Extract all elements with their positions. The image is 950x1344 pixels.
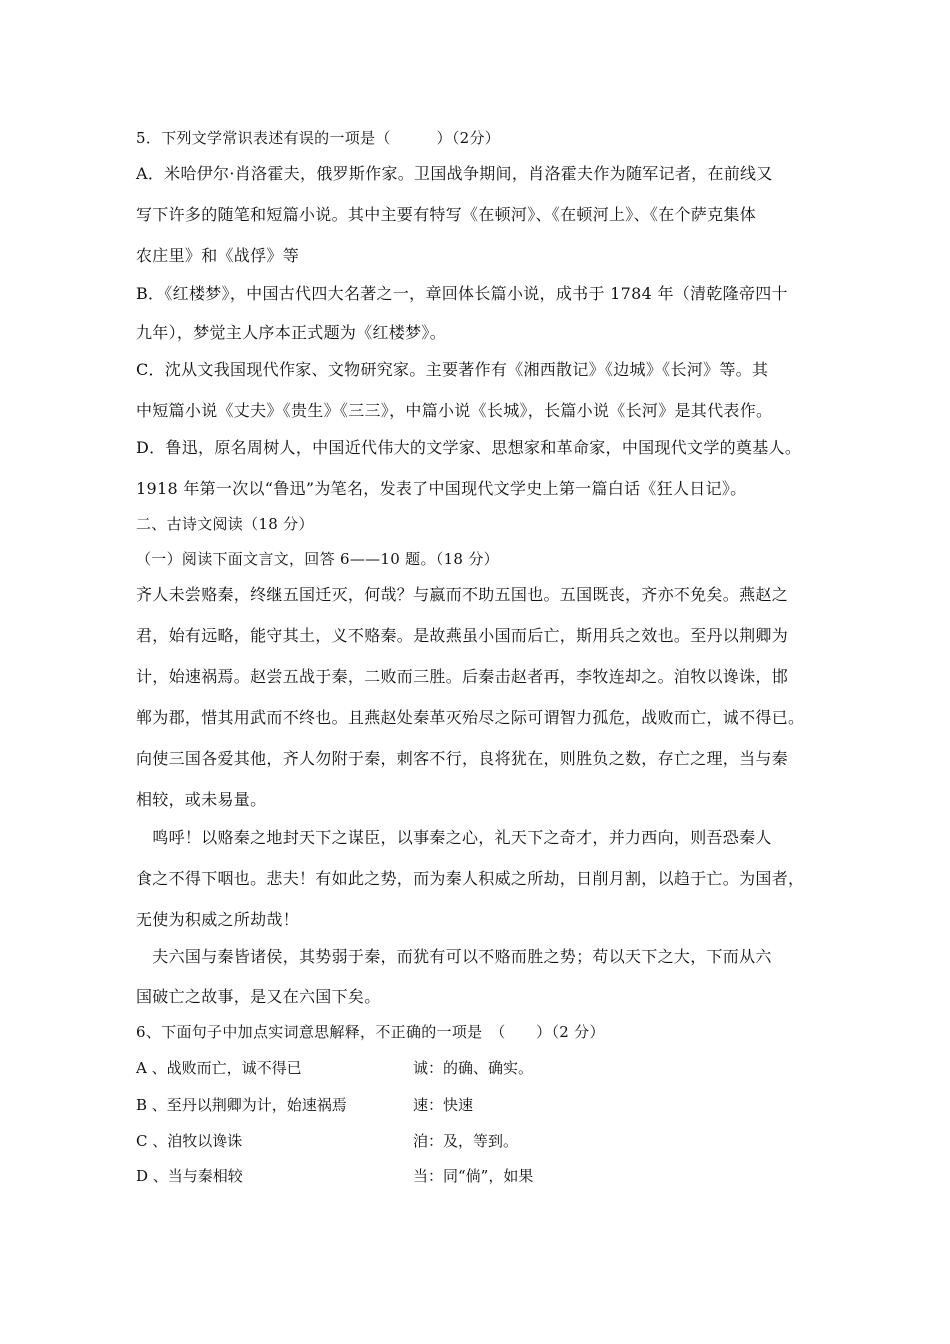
q6-option-b-text: B 、至丹以荆卿为计，始速祸焉 xyxy=(136,1096,347,1114)
passage-p1-line-2: 君，始有远略，能守其土，义不赂秦。是故燕虽小国而后亡，斯用兵之效也。至丹以荆卿为 xyxy=(136,626,789,645)
q6-option-b-explanation: 速：快速 xyxy=(413,1096,474,1114)
q6-option-a-explanation: 诚：的确、确实。 xyxy=(413,1059,534,1077)
q5-option-d-line-1: D．鲁迅，原名周树人，中国近代伟大的文学家、思想家和革命家，中国现代文学的奠基人。 xyxy=(136,438,802,457)
passage-p2-line-2: 食之不得下咽也。悲夫！有如此之势，而为秦人积威之所劫，日削月割，以趋于亡。为国者， xyxy=(136,869,805,888)
q6-option-a-text: A 、战败而亡，诚不得已 xyxy=(136,1059,302,1077)
passage-p1-line-5: 向使三国各爱其他，齐人勿附于秦，刺客不行，良将犹在，则胜负之数，存亡之理，当与秦 xyxy=(136,749,789,768)
q6-stem: 6、下面句子中加点实词意思解释，不正确的一项是 （ ）（2 分） xyxy=(136,1023,605,1041)
q5-option-a-line-2: 写下许多的随笔和短篇小说。其中主要有特写《在顿河》、《在顿河上》、《在个萨克集体 xyxy=(136,205,757,224)
q6-option-c-text: C 、洎牧以谗诛 xyxy=(136,1132,243,1150)
passage-p2-line-3: 无使为积威之所劫哉！ xyxy=(136,910,300,929)
passage-p1-line-4: 郸为郡，惜其用武而不终也。且燕赵处秦革灭殆尽之际可谓智力孤危，战败而亡，诚不得已。 xyxy=(136,708,805,727)
passage-p1-line-3: 计，始速祸焉。赵尝五战于秦，二败而三胜。后秦击赵者再，李牧连却之。洎牧以谗诛，邯 xyxy=(136,667,789,686)
q5-option-c-line-1: C．沈从文我国现代作家、文物研究家。主要著作有《湘西散记》《边城》《长河》等。其 xyxy=(136,360,769,379)
q5-option-d-line-2: 1918 年第一次以“鲁迅”为笔名，发表了中国现代文学史上第一篇白话《狂人日记》。 xyxy=(136,479,747,498)
section-subheading: （一）阅读下面文言文，回答 6——10 题。（18 分） xyxy=(136,550,499,568)
passage-p3-line-1: 夫六国与秦皆诸侯，其势弱于秦，而犹有可以不赂而胜之势；苟以天下之大，下而从六 xyxy=(136,947,772,966)
q5-stem: 5．下列文学常识表述有误的一项是（ ）（2分） xyxy=(136,129,501,147)
q6-option-d-explanation: 当：同“倘”，如果 xyxy=(413,1167,534,1185)
passage-p2-line-1: 鸣呼！以赂秦之地封天下之谋臣，以事秦之心，礼天下之奇才，并力西向，则吾恐秦人 xyxy=(136,828,772,847)
q5-option-b-line-1: B．《红楼梦》，中国古代四大名著之一，章回体长篇小说，成书于 1784 年（清乾隆帝四十 xyxy=(136,284,788,303)
passage-p3-line-2: 国破亡之故事，是又在六国下矣。 xyxy=(136,987,381,1006)
passage-p1-line-6: 相较，或未易量。 xyxy=(136,790,267,809)
q6-option-d-text: D 、当与秦相较 xyxy=(136,1167,243,1185)
q6-option-c-explanation: 洎：及，等到。 xyxy=(413,1132,519,1150)
section-heading: 二、古诗文阅读（18 分） xyxy=(136,515,314,533)
q5-option-c-line-2: 中短篇小说《丈夫》《贵生》《三三》，中篇小说《长城》，长篇小说《长河》是其代表作。 xyxy=(136,401,773,420)
q5-option-a-line-3: 农庄里》和《战俘》等 xyxy=(136,246,300,265)
q5-option-a-line-1: A．米哈伊尔·肖洛霍夫，俄罗斯作家。卫国战争期间，肖洛霍夫作为随军记者，在前线又 xyxy=(136,164,773,183)
q5-option-b-line-2: 九年），梦觉主人序本正式题为《红楼梦》。 xyxy=(136,323,447,342)
passage-p1-line-1: 齐人未尝赂秦，终继五国迁灭，何哉？与嬴而不助五国也。五国既丧，齐亦不免矣。燕赵之 xyxy=(136,585,789,604)
